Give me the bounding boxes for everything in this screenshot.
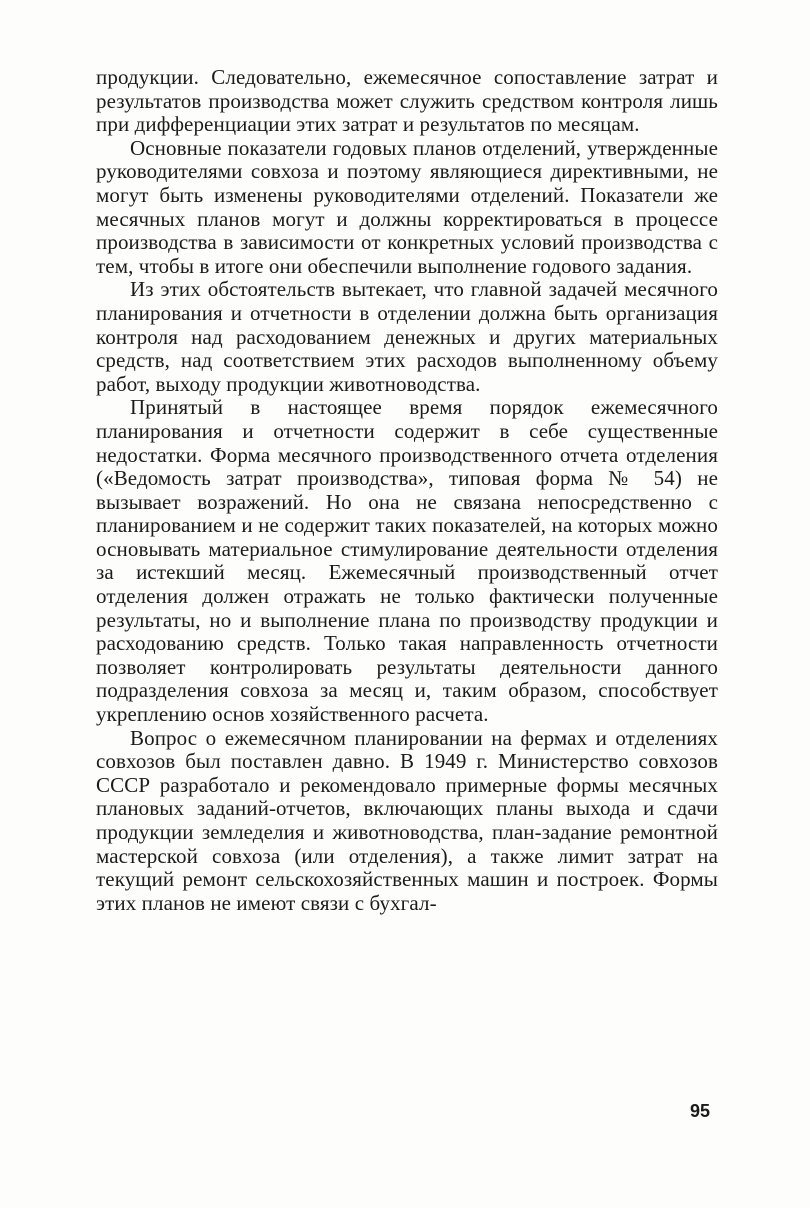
paragraph-4: Принятый в настоящее время порядок ежемесячного планирования и отчетности содержит в себе существенные недостатки. Форма месячного производственного отчета отделения («Ведомость затрат производства», типовая форма № 54) не вызывает возражений. Но она не связана непосредственно с планированием и не содержит таких показателей, на которых можно основывать материальное стимулирование деятельности отделения за истекший месяц. Ежемесячный производственный отчет отделения должен отражать не только фактически полученные результаты, но и выполнение плана по производству продукции и расходованию средств. Только такая направленность отчетности позволяет контролировать результаты деятельности данного подразделения совхоза за месяц и, таким образом, способствует укреплению основ хозяйственного расчета. — [96, 395, 718, 727]
paragraph-2: Основные показатели годовых планов отделений, утвержденные руководителями совхоза и поэтому являющиеся директивными, не могут быть изменены руководителями отделений. Показатели же месячных планов могут и должны корректироваться в процессе производства в зависимости от конкретных условий производства с тем, чтобы в итоге они обеспечили выполнение годового задания. — [96, 135, 718, 278]
paragraph-5: Вопрос о ежемесячном планировании на фермах и отделениях совхозов был поставлен давно. В 1949 г. Министерство совхозов СССР разработало и рекомендовало примерные формы месячных плановых заданий-отчетов, включающих планы выхода и сдачи продукции земледелия и животноводства, план-задание ремонтной мастерской совхоза (или отделения), а также лимит затрат на текущий ремонт сельскохозяйственных машин и построек. Формы этих планов не имеют связи с бухгал- — [96, 725, 718, 915]
paragraph-1: продукции. Следовательно, ежемесячное сопоставление затрат и результатов производства может служить средством контроля лишь при дифференциации этих затрат и результатов по месяцам. — [96, 65, 718, 137]
page-number: 95 — [690, 1101, 711, 1121]
paragraph-3: Из этих обстоятельств вытекает, что главной задачей месячного планирования и отчетности в отделении должна быть организация контроля над расходованием денежных и других материальных средств, над соответствием этих расходов выполненному объему работ, выходу продукции животноводства. — [96, 277, 718, 396]
body-text — [96, 66, 718, 915]
